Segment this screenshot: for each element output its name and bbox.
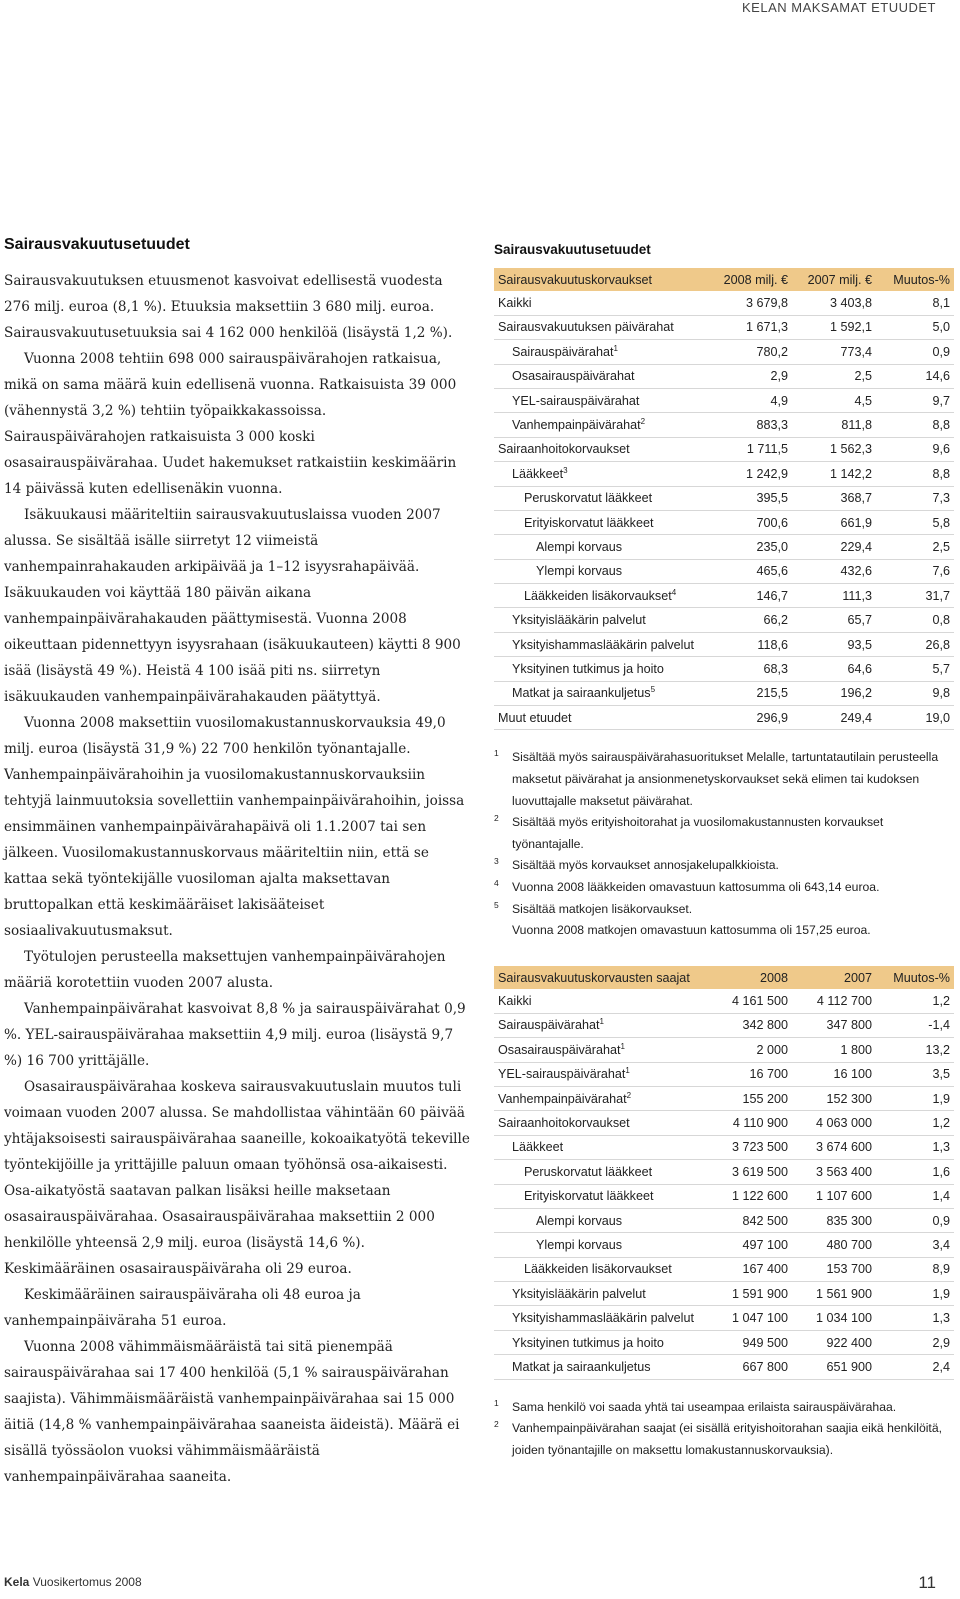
row-label-text: Alempi korvaus	[536, 1213, 623, 1228]
row-label-text: Ylempi korvaus	[536, 1237, 623, 1252]
cell-value: 14,6	[872, 364, 954, 388]
main-text-column	[4, 236, 470, 1490]
row-label-text: Matkat ja sairaankuljetus	[512, 686, 651, 701]
cell-value: 9,6	[872, 437, 954, 461]
table-row	[494, 1184, 954, 1208]
cell-value: 8,8	[872, 462, 954, 486]
row-label-text: Yksityislääkärin palvelut	[512, 1286, 646, 1301]
row-label-text: Erityiskorvatut lääkkeet	[524, 515, 654, 530]
cell-value: 773,4	[788, 340, 872, 364]
row-label-text: Peruskorvatut lääkkeet	[524, 491, 653, 506]
table-row	[494, 559, 954, 583]
cell-value: 8,1	[872, 291, 954, 315]
row-label-text: Kaikki	[498, 994, 532, 1009]
table-row	[494, 1160, 954, 1184]
row-label-text: Matkat ja sairaankuljetus	[512, 1359, 651, 1374]
cell-value: 480 700	[788, 1233, 872, 1257]
row-label-text: Vanhempainpäivärahat	[512, 418, 641, 433]
benefits-table-block	[494, 268, 954, 942]
cell-value: 64,6	[788, 657, 872, 681]
cell-value: 883,3	[714, 413, 788, 437]
cell-value: 1 107 600	[788, 1184, 872, 1208]
row-label-text: Osasairauspäivärahat	[512, 369, 635, 384]
row-label	[494, 706, 714, 730]
footnote-marker: 2	[626, 1090, 632, 1100]
body-paragraph: Vanhempainpäivärahat kasvoivat 8,8 % ja sairauspäivärahat 0,9 %. YEL-sairauspäivärahaa maksettiin 4,9 milj. euroa (lisäystä 9,7 %) 16 700 yrittäjälle.	[4, 1001, 466, 1069]
cell-value: 497 100	[714, 1233, 788, 1257]
row-label	[494, 1111, 714, 1135]
cell-value: 1,9	[872, 1086, 954, 1110]
table-row	[494, 315, 954, 339]
row-label-text: Yksityishammaslääkärin palvelut	[512, 637, 694, 652]
footnote	[494, 877, 954, 899]
cell-value: 3 723 500	[714, 1135, 788, 1159]
cell-value: 4 063 000	[788, 1111, 872, 1135]
row-label	[494, 535, 714, 559]
recipients-table-block	[494, 966, 954, 1461]
footnote-text: Sisältää myös sairauspäivärahasuoritukset Melalle, tartuntatautilain perusteella maksetut päivärahat ja ansionmenetyskorvaukset sekä elimen tai kudoksen luovuttajalle maksetut päivärahat.	[512, 750, 939, 808]
table-row	[494, 413, 954, 437]
cell-value: 1 800	[788, 1038, 872, 1062]
table-row	[494, 1135, 954, 1159]
cell-value: 3 619 500	[714, 1160, 788, 1184]
table-row	[494, 632, 954, 656]
cell-value: 1,2	[872, 989, 954, 1013]
table-row	[494, 1282, 954, 1306]
row-label-text: Sairaanhoitokorvaukset	[498, 442, 630, 457]
cell-value: 8,9	[872, 1257, 954, 1281]
benefits-table	[494, 268, 954, 730]
row-label	[494, 632, 714, 656]
row-label-text: Yksityinen tutkimus ja hoito	[512, 661, 664, 676]
footnote-marker: 1	[613, 343, 618, 353]
cell-value: 465,6	[714, 559, 788, 583]
cell-value: 13,2	[872, 1038, 954, 1062]
cell-value: 1,3	[872, 1306, 954, 1330]
table-row	[494, 1013, 954, 1037]
row-label	[494, 291, 714, 315]
row-label-text: Sairausvakuutuksen päivärahat	[498, 320, 674, 335]
table-row	[494, 291, 954, 315]
section-title: Sairausvakuutusetuudet	[4, 236, 190, 253]
cell-value: 661,9	[788, 510, 872, 534]
cell-value: 7,3	[872, 486, 954, 510]
table-row	[494, 657, 954, 681]
body-paragraph: Vuonna 2008 tehtiin 698 000 sairauspäivärahojen ratkaisua, mikä on sama määrä kuin edellisenä vuonna. Ratkaisuista 39 000 (vähennystä 3,2 %) tehtiin työpaikkakassoissa. Sairauspäivärahojen ratkaisuista 3 000 koski osasairauspäivärahaa. Uudet hakemukset ratkaistiin keskimäärin 14 päivässä kuten edellisenäkin vuonna.	[4, 351, 457, 497]
cell-value: 842 500	[714, 1208, 788, 1232]
table-body	[494, 291, 954, 730]
cell-value: 229,4	[788, 535, 872, 559]
cell-value: 31,7	[872, 584, 954, 608]
row-label	[494, 1038, 714, 1062]
footnote-marker: 2	[494, 813, 499, 824]
row-label-text: Ylempi korvaus	[536, 564, 623, 579]
table-row	[494, 1208, 954, 1232]
footnote-text: Sisältää matkojen lisäkorvaukset.	[512, 901, 693, 916]
footer-publication	[4, 1575, 142, 1589]
table-row	[494, 1111, 954, 1135]
table-row	[494, 1355, 954, 1379]
cell-value: 26,8	[872, 632, 954, 656]
body-paragraph: Työtulojen perusteella maksettujen vanhempainpäivärahojen määriä korotettiin vuoden 2007 alusta.	[4, 949, 446, 991]
footnote-text: Sisältää myös korvaukset annosjakelupalkkioista.	[512, 858, 779, 873]
row-label-text: Kaikki	[498, 296, 532, 311]
cell-value: 296,9	[714, 706, 788, 730]
page-number: 11	[918, 1573, 936, 1592]
cell-value: -1,4	[872, 1013, 954, 1037]
cell-value: 146,7	[714, 584, 788, 608]
cell-value: 3 403,8	[788, 291, 872, 315]
cell-value: 1,2	[872, 1111, 954, 1135]
running-header: KELAN MAKSAMAT ETUUDET	[742, 0, 936, 15]
row-label	[494, 437, 714, 461]
cell-value: 4,5	[788, 388, 872, 412]
cell-value: 2,9	[872, 1330, 954, 1354]
column-header: 2007 milj. €	[788, 268, 872, 291]
cell-value: 1 671,3	[714, 315, 788, 339]
row-label	[494, 608, 714, 632]
row-label	[494, 315, 714, 339]
cell-value: 342 800	[714, 1013, 788, 1037]
cell-value: 5,0	[872, 315, 954, 339]
cell-value: 2,9	[714, 364, 788, 388]
row-label	[494, 657, 714, 681]
row-label	[494, 486, 714, 510]
cell-value: 155 200	[714, 1086, 788, 1110]
cell-value: 1 034 100	[788, 1306, 872, 1330]
column-header: Sairausvakuutuskorvaukset	[494, 268, 714, 291]
table-footnotes	[494, 747, 954, 941]
table-row	[494, 340, 954, 364]
cell-value: 93,5	[788, 632, 872, 656]
table-row	[494, 486, 954, 510]
cell-value: 3 679,8	[714, 291, 788, 315]
row-label-text: Alempi korvaus	[536, 539, 623, 554]
cell-value: 1 122 600	[714, 1184, 788, 1208]
table-footnotes	[494, 1397, 954, 1462]
cell-value: 700,6	[714, 510, 788, 534]
cell-value: 835 300	[788, 1208, 872, 1232]
row-label	[494, 462, 714, 486]
table-row	[494, 608, 954, 632]
cell-value: 667 800	[714, 1355, 788, 1379]
cell-value: 3,4	[872, 1233, 954, 1257]
cell-value: 196,2	[788, 681, 872, 705]
cell-value: 922 400	[788, 1330, 872, 1354]
row-label	[494, 681, 714, 705]
cell-value: 1,3	[872, 1135, 954, 1159]
footnote	[494, 855, 954, 877]
table-title: Sairausvakuutusetuudet	[494, 242, 651, 257]
cell-value: 1 592,1	[788, 315, 872, 339]
cell-value: 395,5	[714, 486, 788, 510]
row-label	[494, 388, 714, 412]
footnote-marker: 5	[494, 899, 499, 910]
footnote-marker: 1	[625, 1066, 630, 1076]
table-row	[494, 1086, 954, 1110]
cell-value: 368,7	[788, 486, 872, 510]
cell-value: 347 800	[788, 1013, 872, 1037]
row-label-text: YEL-sairauspäivärahat	[498, 1067, 626, 1082]
row-label-text: Yksityishammaslääkärin palvelut	[512, 1311, 694, 1326]
cell-value: 3 563 400	[788, 1160, 872, 1184]
footnote-marker: 4	[494, 877, 499, 888]
footnote-text: Vuonna 2008 lääkkeiden omavastuun kattosumma oli 643,14 euroa.	[512, 879, 880, 894]
cell-value: 19,0	[872, 706, 954, 730]
column-header: Sairausvakuutuskorvausten saajat	[494, 966, 714, 989]
footnote	[494, 1418, 954, 1461]
cell-value: 1 142,2	[788, 462, 872, 486]
cell-value: 949 500	[714, 1330, 788, 1354]
row-label-text: Yksityislääkärin palvelut	[512, 613, 646, 628]
table-row	[494, 535, 954, 559]
row-label	[494, 340, 714, 364]
cell-value: 9,7	[872, 388, 954, 412]
table-row	[494, 1038, 954, 1062]
body-paragraph: Osasairauspäivärahaa koskeva sairausvakuutuslain muutos tuli voimaan vuoden 2007 alussa. Se mahdollistaa vähintään 60 päivää yhtäjaksoisesti sairauspäivärahaa saaneille, kokoaikatyötä tekeville työntekijöille ja yrittäjille paluun omaan työhönsä osa-aikaisesti. Osa-aikatyöstä saatavan palkan lisäksi heille maksetaan osasairauspäivärahaa. Osasairauspäivärahaa maksettiin 2 000 henkilölle yhteensä 2,9 milj. euroa (lisäystä 14,6 %). Keskimääräinen osasairauspäiväraha oli 29 euroa.	[4, 1079, 470, 1277]
footnote-marker: 1	[620, 1041, 625, 1051]
cell-value: 66,2	[714, 608, 788, 632]
cell-value: 249,4	[788, 706, 872, 730]
footnote-marker: 5	[650, 685, 656, 695]
cell-value: 0,9	[872, 1208, 954, 1232]
table-row	[494, 706, 954, 730]
body-paragraph: Sairausvakuutuksen etuusmenot kasvoivat edellisestä vuodesta 276 milj. euroa (8,1 %). Etuuksia maksettiin 3 680 milj. euroa. Sairausvakuutusetuuksia sai 4 162 000 henkilöä (lisäystä 1,2 %).	[4, 273, 453, 341]
row-label	[494, 1184, 714, 1208]
footnote	[494, 899, 954, 921]
cell-value: 111,3	[788, 584, 872, 608]
cell-value: 16 100	[788, 1062, 872, 1086]
table-row	[494, 584, 954, 608]
cell-value: 215,5	[714, 681, 788, 705]
row-label	[494, 1208, 714, 1232]
row-label-text: Erityiskorvatut lääkkeet	[524, 1189, 654, 1204]
cell-value: 1,6	[872, 1160, 954, 1184]
cell-value: 7,6	[872, 559, 954, 583]
footnote-marker: 2	[640, 417, 646, 427]
row-label	[494, 584, 714, 608]
footnote-text: Sisältää myös erityishoitorahat ja vuosilomakustannusten korvaukset työnantajalle.	[512, 815, 884, 851]
cell-value: 16 700	[714, 1062, 788, 1086]
cell-value: 1 047 100	[714, 1306, 788, 1330]
row-label-text: Sairaanhoitokorvaukset	[498, 1116, 630, 1131]
cell-value: 152 300	[788, 1086, 872, 1110]
table-row	[494, 989, 954, 1013]
row-label-text: Vanhempainpäivärahat	[498, 1091, 627, 1106]
cell-value: 4 161 500	[714, 989, 788, 1013]
table-header-row	[494, 966, 954, 989]
cell-value: 780,2	[714, 340, 788, 364]
row-label	[494, 364, 714, 388]
row-label	[494, 413, 714, 437]
row-label	[494, 1086, 714, 1110]
row-label	[494, 1233, 714, 1257]
footnote-marker: 3	[563, 465, 568, 475]
cell-value: 1 242,9	[714, 462, 788, 486]
body-paragraph: Vuonna 2008 vähimmäismääräistä tai sitä pienempää sairauspäivärahaa sai 17 400 henkilöä (5,1 % sairauspäivärahan saajista). Vähimmäismääräistä vanhempainpäivärahaa sai 15 000 äitiä (14,8 % vanhempainpäivärahaa saaneista äideistä). Määrä ei sisällä työssäolon vuoksi vähimmäismääräistä vanhempainpäivärahaa saaneita.	[4, 1339, 460, 1485]
cell-value: 9,8	[872, 681, 954, 705]
cell-value: 3,5	[872, 1062, 954, 1086]
cell-value: 4 112 700	[788, 989, 872, 1013]
table-row	[494, 462, 954, 486]
table-row	[494, 437, 954, 461]
cell-value: 811,8	[788, 413, 872, 437]
cell-value: 153 700	[788, 1257, 872, 1281]
cell-value: 1 711,5	[714, 437, 788, 461]
footnote	[494, 812, 954, 855]
row-label-text: Lääkkeet	[512, 466, 564, 481]
cell-value: 1 591 900	[714, 1282, 788, 1306]
cell-value: 5,7	[872, 657, 954, 681]
footnote-text: Sama henkilö voi saada yhtä tai useampaa erilaista sairauspäivärahaa.	[512, 1399, 897, 1414]
cell-value: 3 674 600	[788, 1135, 872, 1159]
row-label-text: Sairauspäivärahat	[512, 344, 614, 359]
footnote-text: Vanhempainpäivärahan saajat (ei sisällä erityishoitorahan saajia eikä henkilöitä, joiden työnantajille on maksettu lomakustannuskorvauksia).	[512, 1421, 942, 1457]
row-label	[494, 559, 714, 583]
column-header: Muutos-%	[872, 268, 954, 291]
footnote-marker: 1	[494, 748, 499, 759]
table-row	[494, 510, 954, 534]
footnote-marker: 1	[599, 1017, 604, 1027]
cell-value: 118,6	[714, 632, 788, 656]
cell-value: 8,8	[872, 413, 954, 437]
row-label	[494, 1355, 714, 1379]
body-paragraph: Isäkuukausi määriteltiin sairausvakuutuslaissa vuoden 2007 alussa. Se sisältää isälle siirretyt 12 viimeistä vanhempainrahakauden arkipäivää ja 1–12 isyysrahapäivää. Isäkuukauden voi käyttää 180 päivän aikana vanhempainpäivärahakauden päättymisestä. Vuonna 2008 oikeuttaan pidennettyyn isyysrahaan (isäkuukauteen) käytti 8 900 isää (lisäystä 49 %). Heistä 4 100 isää piti ns. siirretyn isäkuukauden vanhempainpäivärahakauden päätyttyä.	[4, 507, 461, 705]
row-label	[494, 1257, 714, 1281]
cell-value: 235,0	[714, 535, 788, 559]
footer-brand: Kela	[4, 1575, 30, 1589]
table-row	[494, 681, 954, 705]
row-label-text: Peruskorvatut lääkkeet	[524, 1164, 653, 1179]
cell-value: 0,8	[872, 608, 954, 632]
row-label	[494, 1135, 714, 1159]
cell-value: 2 000	[714, 1038, 788, 1062]
row-label-text: Yksityinen tutkimus ja hoito	[512, 1335, 664, 1350]
row-label	[494, 1330, 714, 1354]
footnote	[494, 920, 954, 942]
cell-value: 2,5	[872, 535, 954, 559]
table-row	[494, 1330, 954, 1354]
footer-title: Vuosikertomus 2008	[29, 1575, 142, 1589]
cell-value: 432,6	[788, 559, 872, 583]
row-label-text: Lääkkeet	[512, 1140, 564, 1155]
cell-value: 167 400	[714, 1257, 788, 1281]
row-label	[494, 1013, 714, 1037]
column-header: 2008 milj. €	[714, 268, 788, 291]
table-row	[494, 364, 954, 388]
cell-value: 0,9	[872, 340, 954, 364]
row-label-text: Sairauspäivärahat	[498, 1018, 600, 1033]
table-header-row	[494, 268, 954, 291]
table-row	[494, 1233, 954, 1257]
footnote-marker: 1	[494, 1397, 499, 1408]
table-row	[494, 1257, 954, 1281]
footnote-text: Vuonna 2008 matkojen omavastuun kattosumma oli 157,25 euroa.	[512, 923, 871, 938]
cell-value: 1,9	[872, 1282, 954, 1306]
cell-value: 1,4	[872, 1184, 954, 1208]
footnote-marker: 3	[494, 856, 499, 867]
footnote	[494, 747, 954, 812]
column-header: 2007	[788, 966, 872, 989]
cell-value: 1 562,3	[788, 437, 872, 461]
footnote-marker: 4	[671, 587, 677, 597]
row-label-text: Osasairauspäivärahat	[498, 1042, 621, 1057]
cell-value: 68,3	[714, 657, 788, 681]
row-label	[494, 1160, 714, 1184]
row-label-text: Lääkkeiden lisäkorvaukset	[524, 1262, 672, 1277]
row-label	[494, 989, 714, 1013]
row-label-text: Lääkkeiden lisäkorvaukset	[524, 588, 672, 603]
cell-value: 2,4	[872, 1355, 954, 1379]
column-header: Muutos-%	[872, 966, 954, 989]
cell-value: 651 900	[788, 1355, 872, 1379]
table-row	[494, 1062, 954, 1086]
table-row	[494, 388, 954, 412]
cell-value: 4 110 900	[714, 1111, 788, 1135]
body-paragraph: Vuonna 2008 maksettiin vuosilomakustannuskorvauksia 49,0 milj. euroa (lisäystä 31,9 %) 22 700 henkilön työnantajalle. Vanhempainpäivärahoihin ja vuosilomakustannuskorvauksiin tehtyjä lainmuutoksia sovellettiin vanhempainpäivärahoihin, joissa ensimmäinen vanhempainpäivärahapäivä oli 1.1.2007 tai sen jälkeen. Vuosilomakustannuskorvaus määriteltiin niin, että se kattaa sekä työntekijälle vuosiloman ajalta maksettavan bruttopalkan että keskimääräiset lakisääteiset sosiaalivakuutusmaksut.	[4, 715, 465, 939]
row-label	[494, 1282, 714, 1306]
footnote	[494, 1397, 954, 1419]
cell-value: 65,7	[788, 608, 872, 632]
column-header: 2008	[714, 966, 788, 989]
row-label	[494, 1062, 714, 1086]
footnote-marker: 2	[494, 1419, 499, 1430]
cell-value: 5,8	[872, 510, 954, 534]
row-label	[494, 510, 714, 534]
row-label	[494, 1306, 714, 1330]
body-paragraph: Keskimääräinen sairauspäiväraha oli 48 euroa ja vanhempainpäiväraha 51 euroa.	[4, 1287, 361, 1329]
row-label-text: YEL-sairauspäivärahat	[512, 393, 640, 408]
recipients-table	[494, 966, 954, 1380]
cell-value: 1 561 900	[788, 1282, 872, 1306]
row-label-text: Muut etuudet	[498, 710, 572, 725]
cell-value: 4,9	[714, 388, 788, 412]
cell-value: 2,5	[788, 364, 872, 388]
table-row	[494, 1306, 954, 1330]
table-body	[494, 989, 954, 1379]
